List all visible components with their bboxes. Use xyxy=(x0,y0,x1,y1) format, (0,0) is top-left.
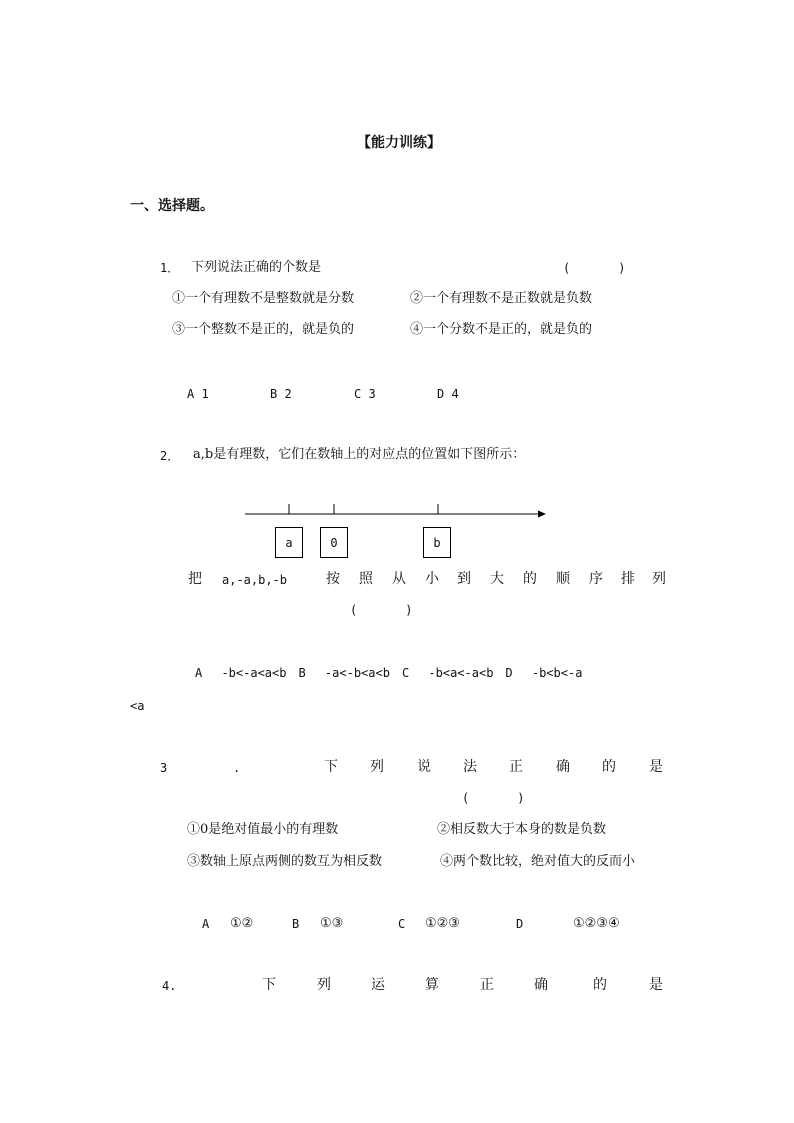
q3-option-d-letter: D xyxy=(516,917,524,931)
q2-stem: a,b是有理数，它们在数轴上的对应点的位置如下图所示： xyxy=(193,447,526,462)
q2-options-wrap: <a xyxy=(130,699,145,713)
q1-statement-3: ③一个整数不是正的，就是负的 xyxy=(172,322,355,337)
q1-answer-paren: ( ) xyxy=(563,261,626,275)
section-title: 一、选择题。 xyxy=(130,198,214,214)
number-line-arrow xyxy=(538,511,546,518)
q3-option-b-choice: ①③ xyxy=(320,916,344,931)
q1-statement-4: ④一个分数不是正的，就是负的 xyxy=(410,322,593,337)
q3-statement-1: ①0是绝对值最小的有理数 xyxy=(187,822,339,837)
q3-option-c-letter: C xyxy=(398,917,406,931)
q3-option-a-letter: A xyxy=(202,917,210,931)
number-line-label-a: a xyxy=(275,527,303,558)
number-line xyxy=(240,500,552,524)
q1-number: 1． xyxy=(160,261,180,275)
q1-option-b: B 2 xyxy=(270,387,292,401)
q2-number: 2． xyxy=(160,449,180,463)
number-line-label-0: 0 xyxy=(320,527,348,558)
q3-statement-3: ③数轴上原点两侧的数互为相反数 xyxy=(187,854,383,869)
page-heading: 【能力训练】 xyxy=(357,135,441,151)
q3-option-a-choice: ①② xyxy=(230,916,254,931)
q3-option-c-choice: ①②③ xyxy=(425,916,460,931)
q2-instruction: 把 a,-a,b,-b 按 照 从 小 到 大 的 顺 序 排 列 xyxy=(188,571,666,587)
q1-option-d: D 4 xyxy=(437,387,459,401)
q3-option-b-letter: B xyxy=(292,917,300,931)
number-line-label-b: b xyxy=(423,527,451,558)
q3-answer-paren: ( ) xyxy=(462,791,525,805)
q2-options: A -b<-a<a<b B -a<-b<a<b C -b<a<-a<b D -b<b<-a xyxy=(195,666,583,680)
q4-stem: 4. 下 列 运 算 正 确 的 是 xyxy=(162,977,663,993)
q3-statement-2: ②相反数大于本身的数是负数 xyxy=(437,822,607,837)
q1-option-c: C 3 xyxy=(354,387,376,401)
q1-stem: 下列说法正确的个数是 xyxy=(191,260,322,275)
q1-option-a: A 1 xyxy=(187,387,209,401)
q2-answer-paren: ( ) xyxy=(350,603,413,617)
q3-stem: 3 . 下 列 说 法 正 确 的 是 xyxy=(160,759,663,775)
q1-statement-2: ②一个有理数不是正数就是负数 xyxy=(410,291,593,306)
q3-statement-4: ④两个数比较，绝对值大的反而小 xyxy=(440,854,636,869)
q1-statement-1: ①一个有理数不是整数就是分数 xyxy=(172,291,355,306)
q3-option-d-choice: ①②③④ xyxy=(573,916,620,931)
